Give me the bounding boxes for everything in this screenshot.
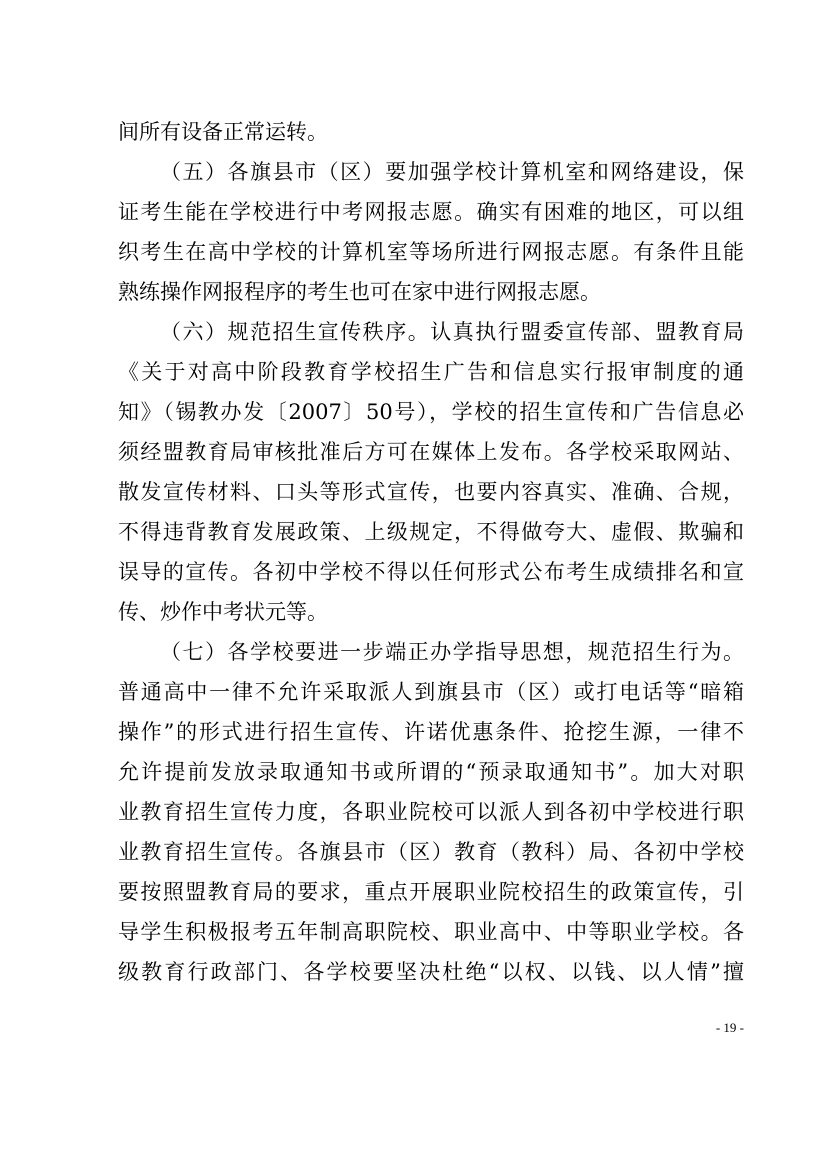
text-line: 不得违背教育发展政策、上级规定，不得做夸大、虚假、欺骗和 — [118, 520, 744, 544]
paragraph-item-7 — [118, 632, 744, 992]
text-line: 知》（锡教办发〔2007〕50号），学校的招生宣传和广告信息必 — [118, 400, 744, 424]
text-line: 导学生积极报考五年制高职院校、职业高中、中等职业学校。各 — [118, 920, 744, 944]
text-line: 普通高中一律不允许采取派人到旗县市（区）或打电话等“暗箱 — [118, 680, 744, 704]
text-line: 须经盟教育局审核批准后方可在媒体上发布。各学校采取网站、 — [118, 440, 744, 464]
text-line: 业教育招生宣传。各旗县市（区）教育（教科）局、各初中学校 — [118, 840, 744, 864]
text-line: 操作”的形式进行招生宣传、许诺优惠条件、抢挖生源，一律不 — [118, 720, 744, 744]
paragraph-continuation — [118, 112, 744, 152]
text-line: 要按照盟教育局的要求，重点开展职业院校招生的政策宣传，引 — [118, 880, 744, 904]
text-line: 允许提前发放录取通知书或所谓的“预录取通知书”。加大对职 — [118, 760, 744, 784]
page-number: - 19 - — [715, 1020, 744, 1035]
text-line: 业教育招生宣传力度，各职业院校可以派人到各初中学校进行职 — [118, 800, 744, 824]
text-line: （六）规范招生宣传秩序。认真执行盟委宣传部、盟教育局 — [160, 320, 744, 344]
paragraph-item-5 — [118, 152, 744, 312]
text-line: 织考生在高中学校的计算机室等场所进行网报志愿。有条件且能 — [118, 240, 744, 264]
text-line: 传、炒作中考状元等。 — [118, 600, 328, 624]
text-line: 误导的宣传。各初中学校不得以任何形式公布考生成绩排名和宣 — [118, 560, 744, 584]
text-line: 证考生能在学校进行中考网报志愿。确实有困难的地区，可以组 — [118, 200, 744, 224]
text-line: （五）各旗县市（区）要加强学校计算机室和网络建设，保 — [160, 160, 744, 184]
paragraph-item-6 — [118, 312, 744, 632]
body-text — [118, 112, 744, 992]
text-line: 散发宣传材料、口头等形式宣传，也要内容真实、准确、合规， — [118, 480, 744, 504]
text-line: （七）各学校要进一步端正办学指导思想，规范招生行为。 — [160, 640, 744, 664]
text-line: 熟练操作网报程序的考生也可在家中进行网报志愿。 — [118, 280, 601, 304]
text-line: 级教育行政部门、各学校要坚决杜绝“以权、以钱、以人情”擅 — [118, 960, 744, 984]
text-line: 《关于对高中阶段教育学校招生广告和信息实行报审制度的通 — [118, 360, 744, 384]
text-line: 间所有设备正常运转。 — [118, 120, 328, 144]
